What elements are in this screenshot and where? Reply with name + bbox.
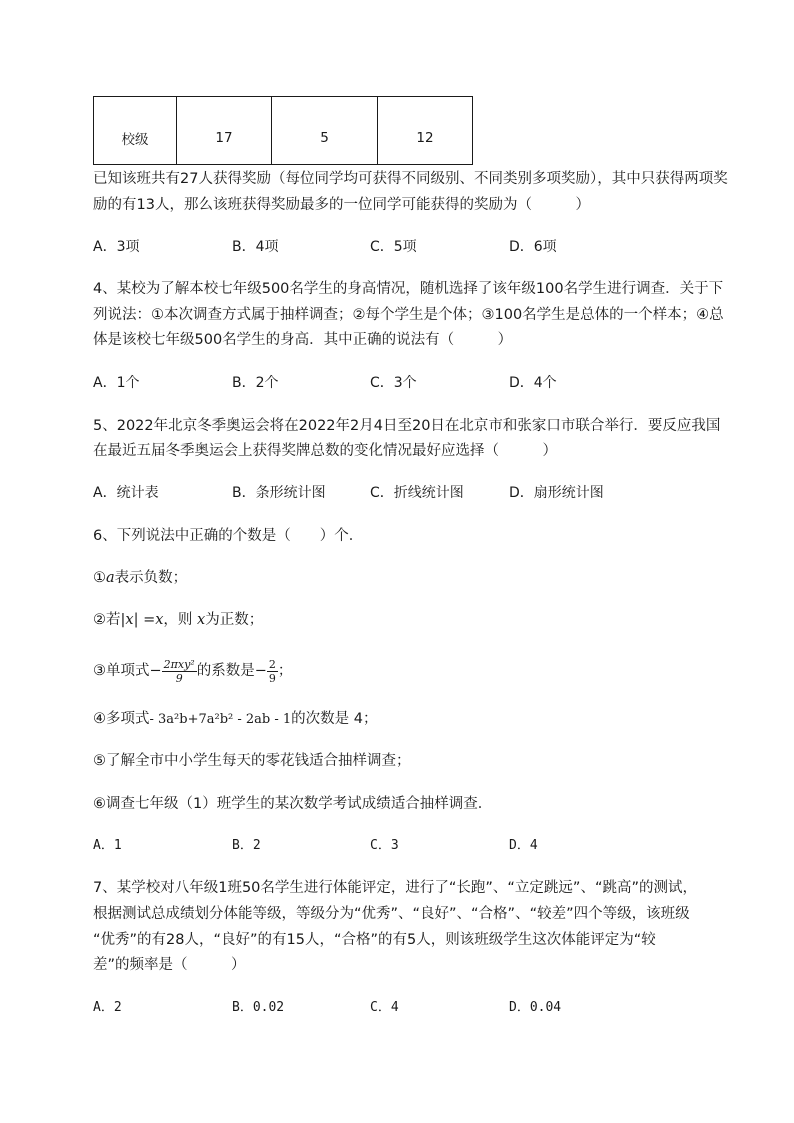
q6-statement-6: ⑥调查七年级（1）班学生的某次数学考试成绩适合抽样调查． [93, 796, 493, 812]
table-cell: 校级 [94, 97, 177, 165]
q4-line-2: 列说法：①本次调查方式属于抽样调查；②每个学生是个体；③100名学生是总体的一个样本；④总 [93, 307, 724, 323]
statement-text: 的次数是 4； [291, 711, 378, 727]
q6-statement-5: ⑤了解全市中小学生每天的零花钱适合抽样调查； [93, 753, 411, 769]
q5-option-d: D．扇形统计图 [509, 485, 604, 501]
q4-line-1: 4、某校为了解本校七年级500名学生的身高情况，随机选择了该年级100名学生进行调查．关于下 [93, 281, 724, 297]
q6-statement-2 [93, 610, 263, 630]
polynomial-expression: - 3a²b+7a²b² - 2ab - 1 [149, 712, 292, 727]
statement-text: ； [277, 663, 293, 679]
statement-text: ，则 [163, 612, 198, 628]
q3-line-2: 励的有13人，那么该班获得奖励最多的一位同学可能获得的奖励为（ ） [93, 197, 590, 213]
statement-text: 表示负数； [114, 570, 188, 586]
q4-option-d: D．4个 [509, 375, 557, 391]
q6-statement-3 [93, 656, 292, 686]
q6-option-c: C．3 [370, 838, 399, 853]
fraction-denominator: 9 [268, 671, 276, 685]
math-variable: x [197, 612, 206, 628]
statement-text: ③单项式 [93, 663, 150, 679]
q7-option-a: A．2 [93, 1000, 122, 1015]
statement-text: ④多项式 [93, 711, 150, 727]
q3-line-1: 已知该班共有27人获得奖励（每位同学均可获得不同级别、不同类别多项奖励），其中只获得两项奖 [93, 171, 728, 187]
math-operator: | = [133, 612, 156, 628]
q4-option-c: C．3个 [370, 375, 417, 391]
fraction-monomial [162, 658, 197, 685]
fraction-numerator: 2 [268, 657, 276, 671]
math-variable: x [155, 612, 164, 628]
q5-option-a: A．统计表 [93, 485, 159, 501]
q6-option-d: D．4 [509, 838, 538, 853]
q6-statement-4 [93, 709, 378, 730]
q7-line-1: 7、某学校对八年级1班50名学生进行体能评定，进行了“长跑”、“立定跳远”、“跳高”的测试， [93, 880, 697, 896]
table-row [94, 97, 473, 165]
math-variable: a [106, 570, 115, 586]
math-variable: x [125, 612, 134, 628]
q3-option-a: A．3项 [93, 239, 140, 255]
math-operator: − [149, 663, 162, 679]
table-cell: 5 [272, 97, 378, 165]
statement-text: ②若| [93, 612, 126, 628]
q5-line-2: 在最近五届冬季奥运会上获得奖牌总数的变化情况最好应选择（ ） [93, 443, 557, 459]
q4-option-a: A．1个 [93, 375, 140, 391]
q3-option-b: B．4项 [232, 239, 279, 255]
table-cell: 17 [177, 97, 272, 165]
fraction-coefficient [267, 658, 278, 685]
table-cell: 12 [378, 97, 473, 165]
statement-number: ① [93, 570, 106, 586]
q7-option-d: D．0.04 [509, 1000, 562, 1015]
fraction-numerator: 2πxy² [163, 657, 195, 671]
q6-option-b: B．2 [232, 838, 261, 853]
q6-statement-1 [93, 568, 187, 588]
q3-option-d: D．6项 [509, 239, 557, 255]
score-table [93, 96, 473, 165]
q5-option-c: C．折线统计图 [370, 485, 464, 501]
q4-option-b: B．2个 [232, 375, 279, 391]
q4-line-3: 体是该校七年级500名学生的身高．其中正确的说法有（ ） [93, 332, 513, 348]
q7-option-b: B．0.02 [232, 1000, 285, 1015]
q6-stem: 6、下列说法中正确的个数是（ ）个． [93, 528, 364, 544]
q7-line-2: 根据测试总成绩划分体能等级，等级分为“优秀”、“良好”、“合格”、“较差”四个等级，该班级 [93, 906, 690, 922]
fraction-denominator: 9 [175, 671, 183, 685]
statement-text: 的系数是 [196, 663, 255, 679]
q7-line-4: 差”的频率是（ ） [93, 957, 246, 973]
q7-line-3: “优秀”的有28人，“良好”的有15人，“合格”的有5人，则该班级学生这次体能评定为“较 [93, 932, 656, 948]
q6-option-a: A．1 [93, 838, 122, 853]
q3-option-c: C．5项 [370, 239, 417, 255]
statement-text: 为正数； [205, 612, 264, 628]
q5-line-1: 5、2022年北京冬季奥运会将在2022年2月4日至20日在北京市和张家口市联合举行．要反应我国 [93, 418, 721, 434]
q7-option-c: C．4 [370, 1000, 399, 1015]
math-operator: − [254, 663, 267, 679]
q5-option-b: B．条形统计图 [232, 485, 326, 501]
